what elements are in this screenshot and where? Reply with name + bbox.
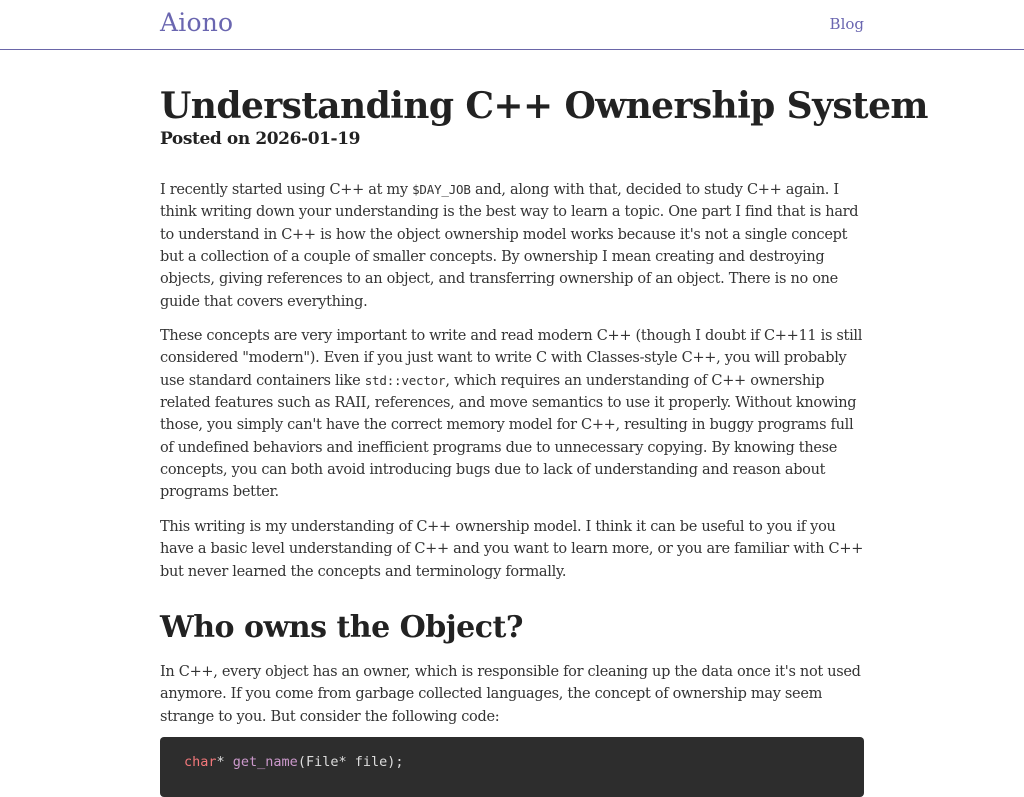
code-token-params: (File* file); xyxy=(297,754,404,770)
nav-blog-link[interactable]: Blog xyxy=(829,15,864,33)
paragraph-intro-text-a: I recently started using C++ at my xyxy=(160,182,413,198)
section-heading-who-owns: Who owns the Object? xyxy=(160,609,523,645)
paragraph-intro xyxy=(160,179,864,313)
post-title: Understanding C++ Ownership System xyxy=(160,85,928,127)
paragraph-importance-text-a: These concepts are very important to write and read modern C++ (though I doubt if C++11 is still considered "modern"). Even if you just want to write C with Classes-style C++, you will probably use standard containers like xyxy=(160,328,863,389)
inline-code-std-vector: std::vector xyxy=(364,372,446,388)
paragraph-intro-text-b: and, along with that, decided to study C++ again. I think writing down your understanding is the best way to learn a topic. One part I find that is hard to understand in C++ is how the object ownership model works because it's not a single concept but a collection of a couple of smaller concepts. By ownership I mean creating and destroying objects, giving references to an object, and transferring ownership of an object. There is no one guide that covers everything. xyxy=(160,182,859,310)
paragraph-scope: This writing is my understanding of C++ ownership model. I think it can be useful to you if you have a basic level understanding of C++ and you want to learn more, or you are familiar with C++ but never learned the concepts and terminology formally. xyxy=(160,518,864,580)
code-token-pointer: * xyxy=(216,754,233,770)
top-navbar xyxy=(0,0,1024,50)
post-date: Posted on 2026-01-19 xyxy=(160,129,361,149)
article xyxy=(160,84,928,740)
inline-code-day-job: $DAY_JOB xyxy=(412,182,471,197)
code-block xyxy=(160,737,864,797)
brand-link[interactable]: Aiono xyxy=(160,8,234,37)
paragraph-importance-text-b: , which requires an understanding of C++ ownership related features such as RAII, references, and move semantics to use it properly. Without knowing those, you simply can't have the correct memory model for C++, resulting in buggy programs full of undefined behaviors and inefficient programs due to unnecessary copying. By knowing these concepts, you can both avoid introducing bugs due to lack of understanding and reason about programs better. xyxy=(160,372,857,501)
paragraph-importance xyxy=(160,325,864,504)
code-token-function: get_name xyxy=(232,754,298,770)
paragraph-owner: In C++, every object has an owner, which is responsible for cleaning up the data once it's not used anymore. If you come from garbage collected languages, the concept of ownership may seem strange to you. But consider the following code: xyxy=(160,663,861,725)
code-token-type: char xyxy=(184,754,217,770)
